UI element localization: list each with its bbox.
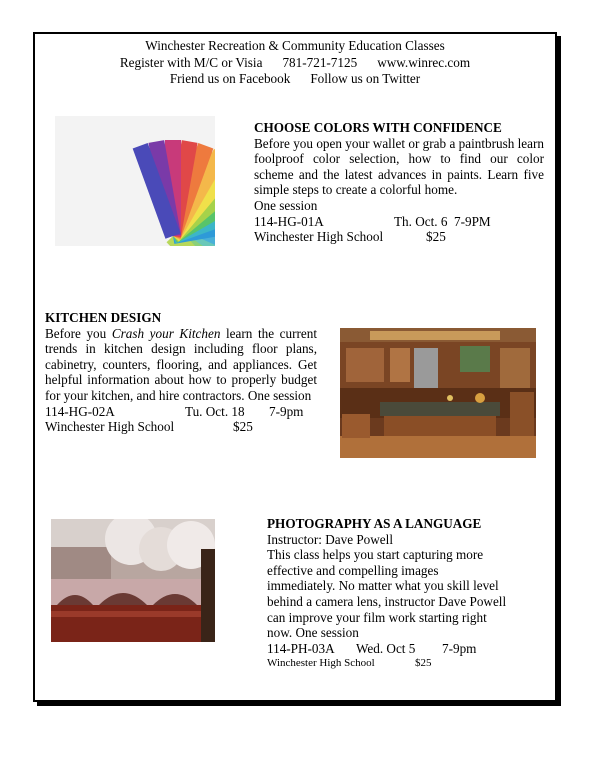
description-line: now. One session bbox=[267, 625, 359, 641]
class-title: KITCHEN DESIGN bbox=[45, 310, 162, 325]
class-day: Wed. Oct 5 bbox=[356, 640, 416, 656]
twitter-link[interactable]: Follow us on Twitter bbox=[310, 71, 421, 86]
class-price: $25 bbox=[233, 419, 253, 435]
class-location-row bbox=[254, 229, 544, 245]
social-row bbox=[35, 71, 555, 88]
class-time: 7-9pm bbox=[442, 640, 477, 656]
flyer-frame bbox=[33, 32, 557, 702]
class-kitchen bbox=[45, 310, 317, 435]
description-line: behind a camera lens, instructor Dave Powell bbox=[267, 593, 507, 609]
description-line: effective and compelling images bbox=[267, 562, 439, 578]
class-instructor: Instructor: Dave Powell bbox=[267, 531, 393, 547]
class-description: Before you open your wallet or grab a paintbrush learn foolproof color selection, how to find our color scheme and the latest advances in paints. Learn five simple steps to create a colorful home. bbox=[254, 135, 544, 198]
contact-row bbox=[35, 55, 555, 72]
class-photography bbox=[267, 516, 537, 672]
class-title: CHOOSE COLORS WITH CONFIDENCE bbox=[254, 120, 502, 135]
class-title: PHOTOGRAPHY AS A LANGUAGE bbox=[267, 516, 482, 531]
class-location-row bbox=[45, 419, 317, 435]
website-link[interactable]: www.winrec.com bbox=[377, 54, 471, 70]
class-day: Th. Oct. 6 bbox=[394, 213, 448, 229]
course-code: 114-HG-02A bbox=[45, 403, 115, 419]
course-code: 114-PH-03A bbox=[267, 640, 335, 656]
description-line: This class helps you start capturing more bbox=[267, 547, 484, 563]
class-schedule bbox=[267, 641, 537, 657]
flyer-header bbox=[35, 38, 555, 88]
class-schedule bbox=[45, 404, 317, 420]
description-text: Before you bbox=[45, 325, 112, 341]
registration-info: Register with M/C or Visia bbox=[119, 54, 263, 70]
description-italic: Crash your Kitchen bbox=[111, 325, 221, 341]
description-line: immediately. No matter what you skill level bbox=[267, 578, 499, 594]
description-line: can improve your film work starting right bbox=[267, 609, 487, 625]
course-code: 114-HG-01A bbox=[254, 213, 324, 229]
class-sessions: One session bbox=[254, 197, 318, 213]
class-time: 7-9PM bbox=[454, 213, 491, 229]
class-location: Winchester High School bbox=[267, 657, 375, 670]
class-colors bbox=[254, 120, 544, 245]
kitchen-image bbox=[340, 328, 536, 458]
class-day: Tu. Oct. 18 bbox=[185, 403, 245, 419]
class-price: $25 bbox=[415, 657, 432, 670]
class-schedule bbox=[254, 214, 544, 230]
class-location-row bbox=[267, 656, 537, 672]
organization-name: Winchester Recreation & Community Education Classes bbox=[145, 38, 445, 53]
bridge-image bbox=[51, 519, 215, 642]
facebook-link[interactable]: Friend us on Facebook bbox=[169, 71, 291, 86]
description-text: learn the current trends in kitchen design including floor plans, cabinetry, counters, flooring, and appliances. Get helpful information about how to properly budget for your kitchen, and hire contractors. One session bbox=[45, 325, 317, 403]
class-location: Winchester High School bbox=[45, 419, 175, 435]
paint-swatch-image bbox=[55, 116, 215, 246]
class-location: Winchester High School bbox=[254, 229, 384, 245]
class-price: $25 bbox=[426, 229, 446, 245]
class-description bbox=[45, 326, 317, 404]
class-time: 7-9pm bbox=[269, 403, 304, 419]
phone-number: 781-721-7125 bbox=[282, 54, 358, 70]
